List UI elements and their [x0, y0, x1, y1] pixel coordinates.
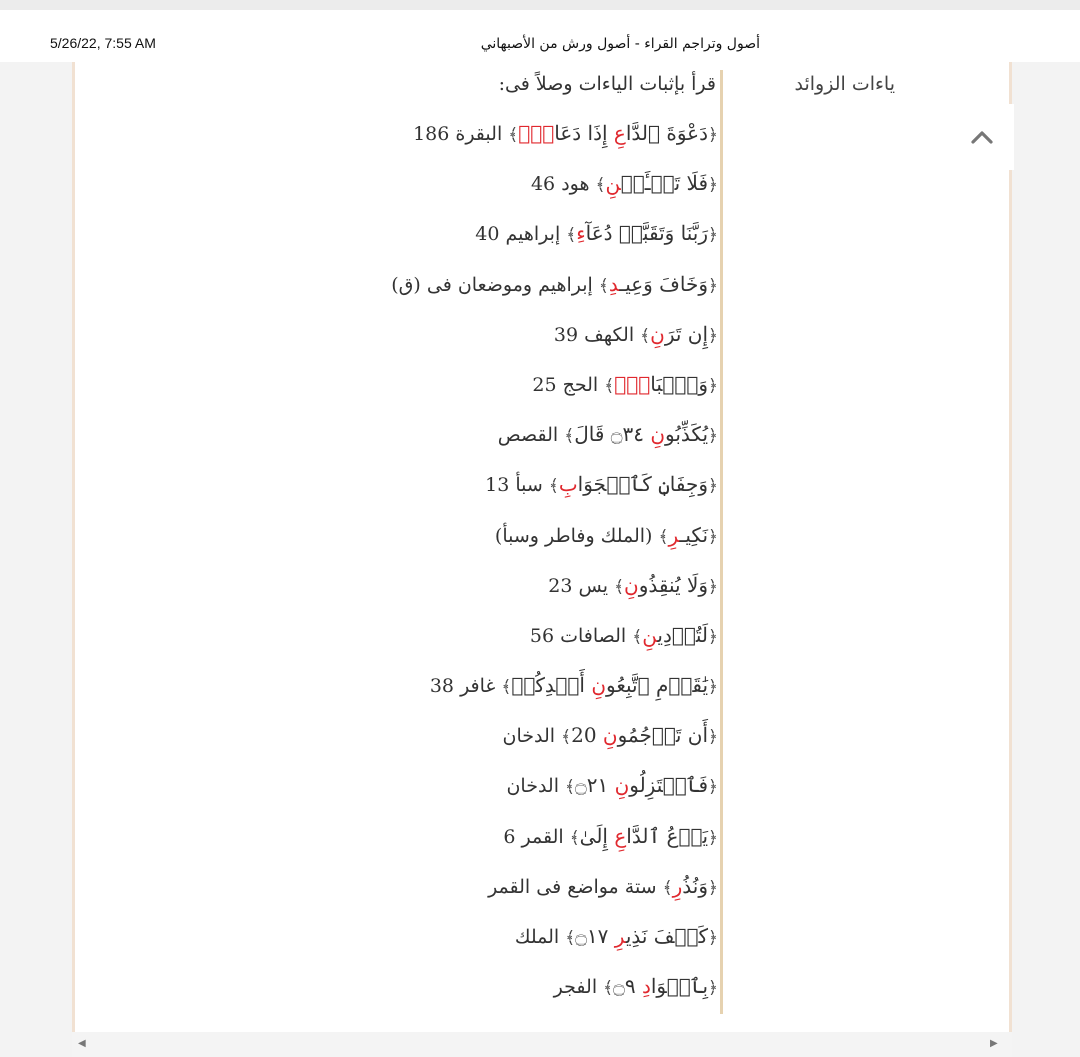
verse-reference: غافر 38	[429, 675, 502, 698]
column-divider	[720, 70, 723, 1014]
verse-entry	[300, 309, 718, 359]
verse-reference: إبراهيم 40	[475, 223, 567, 246]
ornament-close: ﴾	[603, 978, 614, 999]
verse-text: نَكِيـ	[679, 522, 709, 547]
section-heading: ياءات الزوائد	[794, 73, 895, 95]
verse-reference: (الملك وفاطر وسبأ)	[494, 524, 659, 547]
top-strip	[0, 0, 1080, 10]
print-timestamp: 5/26/22, 7:55 AM	[50, 35, 156, 51]
ornament-open: ﴿	[708, 928, 718, 948]
verse-text: يَٰقَوۡمِ ٱتَّبِعُو	[606, 673, 709, 698]
highlighted-ya: نِ	[614, 773, 630, 798]
ornament-close: ﴾	[561, 727, 572, 748]
highlighted-ya: رِ	[668, 522, 680, 547]
ornament-open: ﴿	[708, 827, 718, 848]
verse-text: وَٱلۡبَا	[650, 371, 709, 396]
ornament-close: ﴾	[501, 677, 512, 698]
ornament-close: ﴾	[640, 325, 651, 346]
verse-text: ۝١٧	[575, 924, 615, 948]
verse-text: فَٱعۡتَزِلُو	[629, 773, 709, 798]
verse-text: يَدۡعُ ٱلدَّا	[626, 823, 709, 848]
verse-reference: الكهف 39	[553, 323, 641, 346]
verse-reference: القصص	[497, 424, 565, 447]
collapse-button[interactable]	[950, 104, 1014, 170]
highlighted-ya: رِ	[614, 924, 626, 948]
document-title: أصول وتراجم القراء - أصول ورش من الأصبهاني	[480, 36, 760, 52]
verse-entry	[300, 359, 718, 409]
highlighted-ya: نِ	[650, 422, 666, 447]
verse-reference: القمر 6	[503, 825, 570, 848]
verse-entry	[300, 710, 718, 760]
highlighted-ya: نِ	[624, 572, 639, 597]
ornament-close: ﴾	[564, 426, 575, 447]
ornament-open: ﴿	[708, 175, 718, 196]
highlighted-ya: عِ	[613, 121, 626, 145]
ornament-close: ﴾	[662, 877, 673, 898]
triangle-left-icon[interactable]: ◀	[78, 1038, 86, 1049]
ornament-open: ﴿	[708, 576, 718, 597]
verse-entry	[300, 861, 718, 911]
verse-text: وَلَا يُنقِذُو	[638, 572, 709, 597]
triangle-right-icon[interactable]: ▶	[990, 1038, 998, 1049]
chevron-up-icon	[970, 129, 994, 145]
ornament-open: ﴿	[708, 677, 718, 698]
verse-entry	[300, 510, 718, 560]
verse-text: ۝٩	[613, 974, 642, 999]
highlighted-ya: عِ	[614, 823, 627, 848]
highlighted-ya: نِ	[605, 171, 621, 196]
verse-reference: الدخان	[506, 775, 566, 798]
ornament-close: ﴾	[565, 777, 575, 798]
ornament-open: ﴿	[708, 526, 718, 547]
intro-text: قرأ بإثبات الياءات وصلاً فى:	[498, 73, 716, 95]
verse-reference: إبراهيم وموضعان فى (ق)	[391, 273, 599, 296]
verse-text: بِٱلۡوَا	[650, 974, 709, 999]
highlighted-ya: نِۖ	[518, 121, 555, 145]
verse-entry	[300, 660, 718, 710]
ornament-close: ﴾	[508, 125, 519, 145]
verse-reference: الملك	[514, 926, 566, 948]
verse-entry	[300, 811, 718, 861]
ornament-open: ﴿	[708, 426, 718, 447]
verse-text: لَتُرۡدِي	[657, 622, 709, 647]
ornament-close: ﴾	[565, 928, 576, 948]
verse-reference: الدخان	[502, 725, 562, 748]
verse-text: دَعْوَةَ ٱلدَّا	[625, 121, 709, 145]
verse-text: ۝٢١	[575, 773, 615, 798]
ornament-open: ﴿	[708, 275, 718, 296]
horizontal-scrollbar[interactable]	[72, 1032, 1012, 1057]
verse-entry	[300, 108, 718, 158]
ornament-close: ﴾	[658, 526, 669, 547]
verse-text: وَنُذُ	[682, 873, 709, 898]
verse-reference: ستة مواضع فى القمر	[488, 875, 663, 898]
verse-entry	[300, 409, 718, 459]
verse-entry	[300, 459, 718, 509]
verse-text: ۝٣٤ قَالَ	[574, 422, 651, 447]
ornament-open: ﴿	[708, 125, 718, 145]
verse-reference: الصافات 56	[529, 624, 633, 647]
ornament-open: ﴿	[708, 877, 718, 898]
ornament-open: ﴿	[708, 777, 718, 798]
verse-entry	[300, 961, 718, 1011]
ornament-close: ﴾	[548, 476, 559, 497]
verse-text: إِن تَرَ	[664, 321, 709, 346]
verse-entry	[300, 911, 718, 961]
ornament-open: ﴿	[708, 325, 718, 346]
highlighted-ya: دِ	[641, 974, 651, 999]
highlighted-ya: نِ	[602, 723, 618, 748]
highlighted-ya: نِ	[591, 673, 607, 698]
verse-reference: هود 46	[530, 173, 596, 196]
verse-entry	[300, 610, 718, 660]
verse-text: إِذَا دَعَا	[554, 121, 614, 145]
ornament-close: ﴾	[595, 175, 606, 196]
ornament-open: ﴿	[708, 476, 718, 497]
verse-text: أَهۡدِكُمۡ	[511, 673, 592, 698]
ornament-open: ﴿	[708, 626, 718, 647]
highlighted-ya: دِ	[608, 271, 620, 296]
verse-entry	[300, 259, 718, 309]
verse-entry	[300, 158, 718, 208]
ornament-open: ﴿	[708, 375, 718, 396]
highlighted-ya: بِ	[558, 472, 578, 497]
ornament-close: ﴾	[632, 626, 643, 647]
verse-reference: الحج 25	[532, 373, 605, 396]
verse-reference: الفجر	[553, 976, 604, 999]
verse-text: إِلَىٰ	[579, 823, 615, 848]
verse-reference: يس 23	[548, 574, 615, 597]
verse-entry	[300, 560, 718, 610]
highlighted-ya: دِۚ	[614, 371, 651, 396]
ornament-close: ﴾	[566, 225, 577, 246]
ornament-open: ﴿	[708, 978, 718, 999]
verse-reference: البقرة 186	[413, 123, 509, 145]
verse-entry	[300, 208, 718, 258]
verse-list	[300, 108, 718, 1011]
verse-text: كَيۡفَ نَذِي	[625, 924, 709, 948]
verse-text: رَبَّنَا وَتَقَبَّلۡ دُعَآ	[585, 221, 709, 246]
ornament-close: ﴾	[614, 576, 625, 597]
verse-text: فَلَا تَسۡـَٔلۡ	[620, 171, 709, 196]
ornament-close: ﴾	[604, 375, 615, 396]
verse-text: وَخَافَ وَعِيـ	[619, 271, 709, 296]
highlighted-ya: نِ	[650, 321, 665, 346]
verse-text: يُكَذِّبُو	[665, 422, 709, 447]
verse-text: وَجِفَانٖ كَٱلۡجَوَا	[577, 472, 709, 497]
verse-text: أَن تَرۡجُمُو	[617, 723, 709, 748]
verse-entry	[300, 760, 718, 810]
ornament-close: ﴾	[598, 275, 609, 296]
highlighted-ya: نِ	[642, 622, 658, 647]
verse-reference: سبأ 13	[485, 474, 549, 497]
verse-text: 20	[571, 723, 603, 748]
highlighted-ya: ءِ	[576, 221, 586, 246]
ornament-open: ﴿	[708, 727, 718, 748]
ornament-open: ﴿	[708, 225, 718, 246]
ornament-close: ﴾	[569, 827, 580, 848]
highlighted-ya: رِ	[672, 873, 683, 898]
